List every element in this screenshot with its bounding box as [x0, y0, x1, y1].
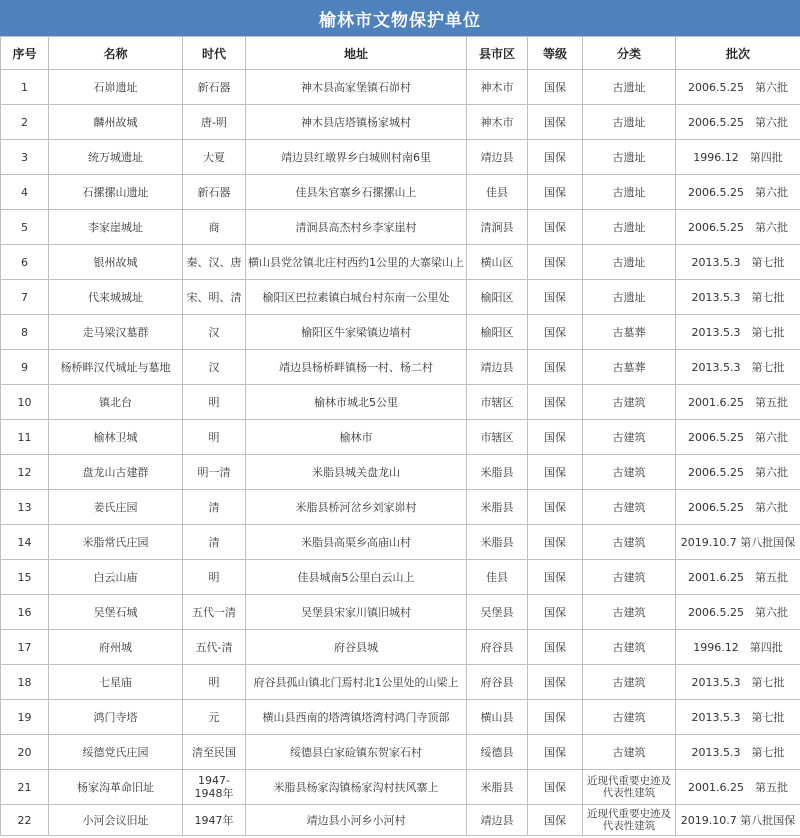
cell-address: 榆阳区巴拉素镇白城台村东南一公里处 — [246, 280, 467, 315]
cell-name: 杨家沟革命旧址 — [49, 770, 183, 805]
cell-era: 新石器 — [183, 175, 246, 210]
cell-name: 小河会议旧址 — [49, 805, 183, 836]
cell-no: 11 — [1, 420, 49, 455]
cell-county: 神木市 — [467, 70, 528, 105]
table-row — [1, 245, 800, 280]
table-row — [1, 385, 800, 420]
cell-no: 10 — [1, 385, 49, 420]
cell-address: 榆林市城北5公里 — [246, 385, 467, 420]
cell-no: 6 — [1, 245, 49, 280]
cell-category: 古建筑 — [583, 665, 676, 700]
cell-category: 古建筑 — [583, 455, 676, 490]
cell-era: 元 — [183, 700, 246, 735]
cell-batch: 2006.5.25 第六批 — [676, 210, 800, 245]
cell-no: 15 — [1, 560, 49, 595]
cell-category: 古遗址 — [583, 140, 676, 175]
cell-no: 12 — [1, 455, 49, 490]
cell-name: 盘龙山古建群 — [49, 455, 183, 490]
table-row — [1, 560, 800, 595]
cell-name: 绥德党氏庄园 — [49, 735, 183, 770]
cell-batch: 2013.5.3 第七批 — [676, 665, 800, 700]
cell-era: 清 — [183, 525, 246, 560]
cell-name: 姜氏庄园 — [49, 490, 183, 525]
cell-county: 府谷县 — [467, 630, 528, 665]
header-name: 名称 — [49, 37, 183, 70]
cell-address: 米脂县高渠乡高庙山村 — [246, 525, 467, 560]
cell-category: 古建筑 — [583, 560, 676, 595]
table-row — [1, 175, 800, 210]
header-era: 时代 — [183, 37, 246, 70]
cell-no: 13 — [1, 490, 49, 525]
cell-category: 近现代重要史迹及代表性建筑 — [583, 770, 676, 805]
cell-address: 靖边县杨桥畔镇杨一村、杨二村 — [246, 350, 467, 385]
cell-no: 3 — [1, 140, 49, 175]
cell-era: 明 — [183, 420, 246, 455]
cell-category: 古建筑 — [583, 420, 676, 455]
cell-address: 米脂县桥河岔乡刘家峁村 — [246, 490, 467, 525]
cell-no: 8 — [1, 315, 49, 350]
table-row — [1, 350, 800, 385]
header-no: 序号 — [1, 37, 49, 70]
cell-era: 五代-清 — [183, 630, 246, 665]
header-batch: 批次 — [676, 37, 800, 70]
cell-level: 国保 — [528, 735, 583, 770]
cell-no: 18 — [1, 665, 49, 700]
cell-batch: 2006.5.25 第六批 — [676, 105, 800, 140]
cell-name: 白云山庙 — [49, 560, 183, 595]
cell-county: 佳县 — [467, 175, 528, 210]
cell-level: 国保 — [528, 805, 583, 836]
cell-county: 佳县 — [467, 560, 528, 595]
cell-name: 米脂常氏庄园 — [49, 525, 183, 560]
cell-era: 汉 — [183, 350, 246, 385]
cell-level: 国保 — [528, 210, 583, 245]
cell-category: 古建筑 — [583, 525, 676, 560]
header-level: 等级 — [528, 37, 583, 70]
header-category: 分类 — [583, 37, 676, 70]
cell-name: 麟州故城 — [49, 105, 183, 140]
cell-category: 古遗址 — [583, 70, 676, 105]
cell-county: 靖边县 — [467, 350, 528, 385]
cell-level: 国保 — [528, 455, 583, 490]
cell-era: 明 — [183, 560, 246, 595]
cell-batch: 2006.5.25 第六批 — [676, 420, 800, 455]
cell-name: 走马梁汉墓群 — [49, 315, 183, 350]
cell-batch: 2006.5.25 第六批 — [676, 595, 800, 630]
cell-address: 佳县朱官寨乡石摞摞山上 — [246, 175, 467, 210]
table-body — [1, 70, 800, 836]
cell-name: 七星庙 — [49, 665, 183, 700]
table-row — [1, 315, 800, 350]
cell-category: 古建筑 — [583, 490, 676, 525]
table-row — [1, 700, 800, 735]
cell-level: 国保 — [528, 700, 583, 735]
cell-level: 国保 — [528, 770, 583, 805]
cell-name: 榆林卫城 — [49, 420, 183, 455]
cell-county: 米脂县 — [467, 525, 528, 560]
cell-batch: 1996.12 第四批 — [676, 140, 800, 175]
cell-county: 神木市 — [467, 105, 528, 140]
cell-category: 古建筑 — [583, 735, 676, 770]
cell-category: 古墓葬 — [583, 315, 676, 350]
cell-level: 国保 — [528, 420, 583, 455]
cell-address: 佳县城南5公里白云山上 — [246, 560, 467, 595]
cell-level: 国保 — [528, 490, 583, 525]
cell-no: 16 — [1, 595, 49, 630]
cell-no: 22 — [1, 805, 49, 836]
table-header-row — [1, 37, 800, 70]
cell-level: 国保 — [528, 140, 583, 175]
cell-category: 古遗址 — [583, 175, 676, 210]
cell-address: 榆阳区牛家梁镇边墙村 — [246, 315, 467, 350]
cell-level: 国保 — [528, 280, 583, 315]
table-row — [1, 490, 800, 525]
cell-county: 吴堡县 — [467, 595, 528, 630]
cell-category: 古遗址 — [583, 210, 676, 245]
table-row — [1, 735, 800, 770]
cell-level: 国保 — [528, 245, 583, 280]
cell-name: 李家崖城址 — [49, 210, 183, 245]
cell-no: 7 — [1, 280, 49, 315]
cell-county: 市辖区 — [467, 420, 528, 455]
cell-era: 清至民国 — [183, 735, 246, 770]
cell-address: 吴堡县宋家川镇旧城村 — [246, 595, 467, 630]
table-row — [1, 210, 800, 245]
table-row — [1, 525, 800, 560]
cell-no: 9 — [1, 350, 49, 385]
cell-batch: 2006.5.25 第六批 — [676, 455, 800, 490]
cell-category: 古遗址 — [583, 105, 676, 140]
cell-address: 横山县西南的塔湾镇塔湾村鸿门寺顶部 — [246, 700, 467, 735]
cell-address: 神木县高家堡镇石峁村 — [246, 70, 467, 105]
cell-era: 1947-1948年 — [183, 770, 246, 805]
table-row — [1, 105, 800, 140]
cell-category: 古建筑 — [583, 595, 676, 630]
table-row — [1, 595, 800, 630]
cell-county: 靖边县 — [467, 140, 528, 175]
cell-address: 米脂县杨家沟镇杨家沟村扶风寨上 — [246, 770, 467, 805]
cell-category: 古建筑 — [583, 700, 676, 735]
cell-county: 清涧县 — [467, 210, 528, 245]
cell-batch: 2001.6.25 第五批 — [676, 770, 800, 805]
cell-era: 新石器 — [183, 70, 246, 105]
table-row — [1, 805, 800, 836]
cell-address: 府谷县城 — [246, 630, 467, 665]
cell-level: 国保 — [528, 385, 583, 420]
cell-category: 古建筑 — [583, 630, 676, 665]
cell-era: 汉 — [183, 315, 246, 350]
cell-name: 石峁遗址 — [49, 70, 183, 105]
table-row — [1, 420, 800, 455]
cell-era: 秦、汉、唐 — [183, 245, 246, 280]
cell-address: 米脂县城关盘龙山 — [246, 455, 467, 490]
cell-level: 国保 — [528, 665, 583, 700]
cell-level: 国保 — [528, 315, 583, 350]
cell-category: 近现代重要史迹及代表性建筑 — [583, 805, 676, 836]
cell-county: 靖边县 — [467, 805, 528, 836]
cell-batch: 2019.10.7 第八批国保 — [676, 805, 800, 836]
cell-address: 清涧县高杰村乡李家崖村 — [246, 210, 467, 245]
cell-level: 国保 — [528, 350, 583, 385]
cell-batch: 2001.6.25 第五批 — [676, 560, 800, 595]
cell-batch: 2013.5.3 第七批 — [676, 245, 800, 280]
cell-batch: 2006.5.25 第六批 — [676, 490, 800, 525]
cell-era: 五代一清 — [183, 595, 246, 630]
header-address: 地址 — [246, 37, 467, 70]
cell-era: 唐-明 — [183, 105, 246, 140]
cell-level: 国保 — [528, 70, 583, 105]
cell-batch: 2013.5.3 第七批 — [676, 315, 800, 350]
cell-era: 明 — [183, 385, 246, 420]
cell-no: 17 — [1, 630, 49, 665]
cell-no: 1 — [1, 70, 49, 105]
cell-era: 明 — [183, 665, 246, 700]
cell-name: 银州故城 — [49, 245, 183, 280]
cell-category: 古墓葬 — [583, 350, 676, 385]
cell-era: 商 — [183, 210, 246, 245]
cell-address: 横山县党岔镇北庄村西约1公里的大寨梁山上 — [246, 245, 467, 280]
cell-era: 明一清 — [183, 455, 246, 490]
cell-name: 代来城城址 — [49, 280, 183, 315]
cell-era: 清 — [183, 490, 246, 525]
cell-era: 宋、明、清 — [183, 280, 246, 315]
cell-county: 横山区 — [467, 245, 528, 280]
cell-batch: 2006.5.25 第六批 — [676, 70, 800, 105]
cell-batch: 2006.5.25 第六批 — [676, 175, 800, 210]
cell-address: 绥德县白家硷镇东贺家石村 — [246, 735, 467, 770]
table-row — [1, 630, 800, 665]
cell-address: 靖边县小河乡小河村 — [246, 805, 467, 836]
cell-batch: 2013.5.3 第七批 — [676, 700, 800, 735]
cell-no: 5 — [1, 210, 49, 245]
cell-name: 吴堡石城 — [49, 595, 183, 630]
cell-batch: 2013.5.3 第七批 — [676, 735, 800, 770]
cell-batch: 2013.5.3 第七批 — [676, 280, 800, 315]
cell-name: 杨桥畔汉代城址与墓地 — [49, 350, 183, 385]
table-row — [1, 770, 800, 805]
table-row — [1, 70, 800, 105]
cell-name: 府州城 — [49, 630, 183, 665]
cell-address: 榆林市 — [246, 420, 467, 455]
cell-name: 石摞摞山遗址 — [49, 175, 183, 210]
table-row — [1, 140, 800, 175]
table-row — [1, 455, 800, 490]
cell-category: 古遗址 — [583, 245, 676, 280]
cell-batch: 2013.5.3 第七批 — [676, 350, 800, 385]
cell-address: 府谷县孤山镇北门焉村北1公里处的山梁上 — [246, 665, 467, 700]
cell-category: 古遗址 — [583, 280, 676, 315]
cell-name: 镇北台 — [49, 385, 183, 420]
cell-batch: 1996.12 第四批 — [676, 630, 800, 665]
cell-level: 国保 — [528, 630, 583, 665]
cell-county: 横山县 — [467, 700, 528, 735]
cell-era: 大夏 — [183, 140, 246, 175]
cell-no: 2 — [1, 105, 49, 140]
cell-level: 国保 — [528, 560, 583, 595]
cell-no: 20 — [1, 735, 49, 770]
cell-no: 21 — [1, 770, 49, 805]
cell-no: 4 — [1, 175, 49, 210]
cell-county: 府谷县 — [467, 665, 528, 700]
table-row — [1, 665, 800, 700]
cell-level: 国保 — [528, 595, 583, 630]
cell-batch: 2019.10.7 第八批国保 — [676, 525, 800, 560]
cell-county: 榆阳区 — [467, 315, 528, 350]
cell-county: 绥德县 — [467, 735, 528, 770]
cell-county: 市辖区 — [467, 385, 528, 420]
cell-no: 14 — [1, 525, 49, 560]
heritage-table — [0, 36, 800, 836]
cell-name: 鸿门寺塔 — [49, 700, 183, 735]
cell-no: 19 — [1, 700, 49, 735]
cell-batch: 2001.6.25 第五批 — [676, 385, 800, 420]
cell-county: 榆阳区 — [467, 280, 528, 315]
cell-level: 国保 — [528, 525, 583, 560]
table-row — [1, 280, 800, 315]
cell-address: 神木县店塔镇杨家城村 — [246, 105, 467, 140]
cell-level: 国保 — [528, 105, 583, 140]
cell-name: 统万城遗址 — [49, 140, 183, 175]
cell-county: 米脂县 — [467, 455, 528, 490]
cell-address: 靖边县红墩界乡白城则村南6里 — [246, 140, 467, 175]
page-title: 榆林市文物保护单位 — [0, 0, 800, 36]
cell-county: 米脂县 — [467, 770, 528, 805]
cell-county: 米脂县 — [467, 490, 528, 525]
cell-level: 国保 — [528, 175, 583, 210]
cell-category: 古建筑 — [583, 385, 676, 420]
cell-era: 1947年 — [183, 805, 246, 836]
header-county: 县市区 — [467, 37, 528, 70]
